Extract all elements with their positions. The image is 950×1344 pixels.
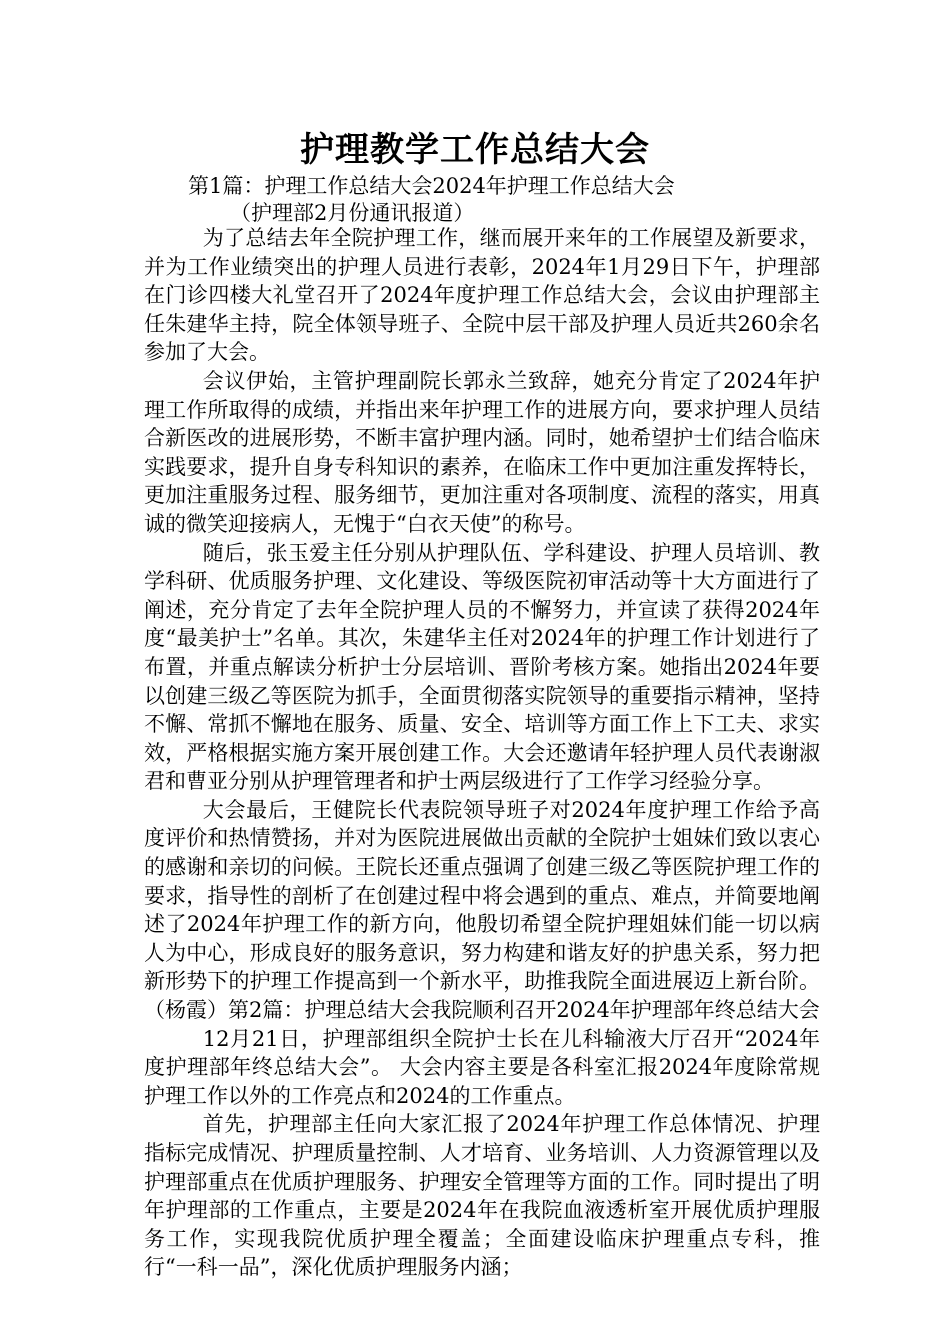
report-note: （护理部2月份通讯报道）: [230, 201, 475, 225]
article-heading: 第1篇：护理工作总结大会2024年护理工作总结大会: [188, 174, 675, 198]
paragraph-2: 会议伊始，主管护理副院长郭永兰致辞，她充分肯定了2024年护理工作所取得的成绩，并指出来年护理工作的进展方向，要求护理人员结合新医改的进展形势，不断丰富护理内涵。同时，她希望护士们结合临床实践要求，提升自身专科知识的素养，在临床工作中更加注重发挥特长，更加注重服务过程、服务细节，更加注重对各项制度、流程的落实，用真诚的微笑迎接病人，无愧于“白衣天使”的称号。: [144, 368, 820, 536]
paragraph-4: 大会最后，王健院长代表院领导班子对2024年度护理工作给予高度评价和热情赞扬，并对为医院进展做出贡献的全院护士姐妹们致以衷心的感谢和亲切的问候。王院长还重点强调了创建三级乙等医院护理工作的要求，指导性的剖析了在创建过程中将会遇到的重点、难点，并简要地阐述了2024年护理工作的新方向，他殷切希望全院护理姐妹们能一切以病人为中心，形成良好的服务意识，努力构建和谐友好的护患关系，努力把新形势下的护理工作提高到一个新水平，助推我院全面进展迈上新台阶。（杨霞）第2篇：护理总结大会我院顺利召开2024年护理部年终总结大会: [144, 797, 820, 1023]
paragraph-5: 12月21日，护理部组织全院护士长在儿科输液大厅召开“2024年度护理部年终总结大会”。 大会内容主要是各科室汇报2024年度除常规护理工作以外的工作亮点和2024的工作重点。: [144, 1026, 820, 1108]
document-body: [144, 224, 820, 1282]
document-title: 护理教学工作总结大会: [300, 130, 650, 170]
paragraph-1: 为了总结去年全院护理工作，继而展开来年的工作展望及新要求，并为工作业绩突出的护理人员进行表彰，2024年1月29日下午，护理部在门诊四楼大礼堂召开了2024年度护理工作总结大会，会议由护理部主任朱建华主持，院全体领导班子、全院中层干部及护理人员近共260余名参加了大会。: [144, 226, 820, 365]
paragraph-6: 首先，护理部主任向大家汇报了2024年护理工作总体情况、护理指标完成情况、护理质量控制、人才培育、业务培训、人力资源管理以及护理部重点在优质护理服务、护理安全管理等方面的工作。同时提出了明年护理部的工作重点，主要是2024年在我院血液透析室开展优质护理服务工作，实现我院优质护理全覆盖；全面建设临床护理重点专科，推行“一科一品”，深化优质护理服务内涵；: [144, 1112, 820, 1280]
paragraph-3: 随后，张玉爱主任分别从护理队伍、学科建设、护理人员培训、教学科研、优质服务护理、文化建设、等级医院初审活动等十大方面进行了阐述，充分肯定了去年全院护理人员的不懈努力，并宣读了获得2024年度“最美护士”名单。其次，朱建华主任对2024年的护理工作计划进行了布置，并重点解读分析护士分层培训、晋阶考核方案。她指出2024年要以创建三级乙等医院为抓手，全面贯彻落实院领导的重要指示精神，坚持不懈、常抓不懈地在服务、质量、安全、培训等方面工作上下工夫、求实效，严格根据实施方案开展创建工作。大会还邀请年轻护理人员代表谢淑君和曹亚分别从护理管理者和护士两层级进行了工作学习经验分享。: [144, 540, 820, 794]
